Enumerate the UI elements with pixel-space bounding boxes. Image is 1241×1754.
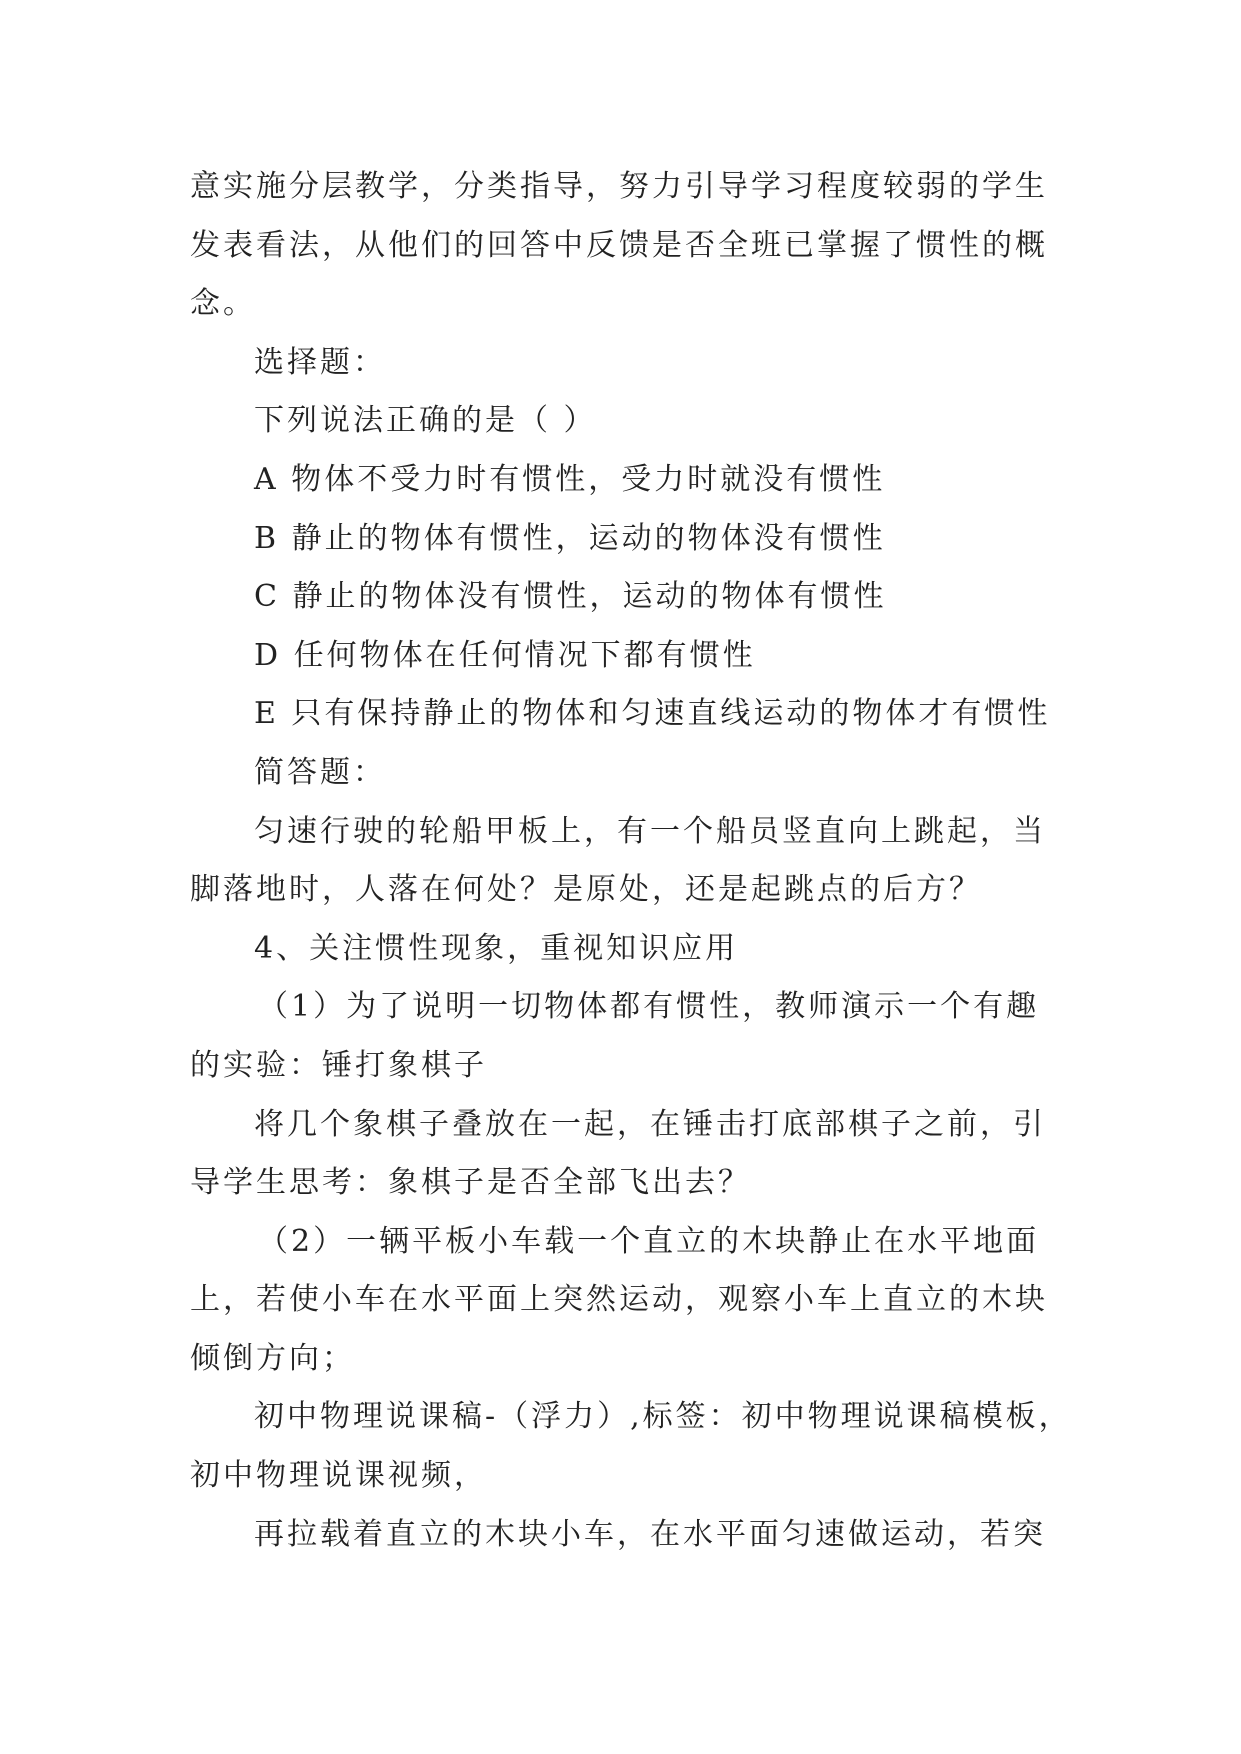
section-heading-choice: 选择题： [254, 344, 386, 380]
option-d: D 任何物体在任何情况下都有惯性 [254, 637, 756, 673]
document-body [190, 158, 1072, 1564]
section-heading-short-answer: 简答题： [254, 754, 386, 790]
option-a: A 物体不受力时有惯性，受力时就没有惯性 [254, 461, 886, 497]
section-heading-4: 4、关注惯性现象，重视知识应用 [254, 930, 739, 966]
question-stem: 下列说法正确的是（ ） [254, 403, 597, 439]
paragraph-line: 将几个象棋子叠放在一起，在锤击打底部棋子之前，引 [254, 1106, 1046, 1142]
option-e: E 只有保持静止的物体和匀速直线运动的物体才有惯性 [254, 696, 1051, 732]
option-b: B 静止的物体有惯性，运动的物体没有惯性 [254, 520, 886, 556]
paragraph-line: 匀速行驶的轮船甲板上，有一个船员竖直向上跳起，当 [254, 813, 1046, 849]
paragraph-line: 初中物理说课稿-（浮力）,标签：初中物理说课稿模板， [254, 1399, 1072, 1435]
paragraph-line: 上，若使小车在水平面上突然运动，观察小车上直立的木块 [190, 1282, 1048, 1318]
paragraph-line: 脚落地时，人落在何处？是原处，还是起跳点的后方？ [190, 872, 982, 908]
paragraph-line: 的实验：锤打象棋子 [190, 1047, 487, 1083]
paragraph-line: 导学生思考：象棋子是否全部飞出去？ [190, 1165, 751, 1201]
paragraph-line: 意实施分层教学，分类指导，努力引导学习程度较弱的学生 [190, 169, 1048, 204]
paragraph-line: 念。 [190, 286, 256, 322]
paragraph-line: 倾倒方向； [190, 1340, 355, 1376]
paragraph-line: （1）为了说明一切物体都有惯性，教师演示一个有趣 [258, 989, 1040, 1025]
option-c: C 静止的物体没有惯性，运动的物体有惯性 [254, 579, 887, 615]
paragraph-line: 再拉载着直立的木块小车，在水平面匀速做运动，若突 [254, 1516, 1046, 1552]
paragraph-line: （2）一辆平板小车载一个直立的木块静止在水平地面 [258, 1223, 1040, 1259]
paragraph-line: 初中物理说课视频， [190, 1458, 487, 1494]
paragraph-line: 发表看法，从他们的回答中反馈是否全班已掌握了惯性的概 [190, 227, 1048, 263]
